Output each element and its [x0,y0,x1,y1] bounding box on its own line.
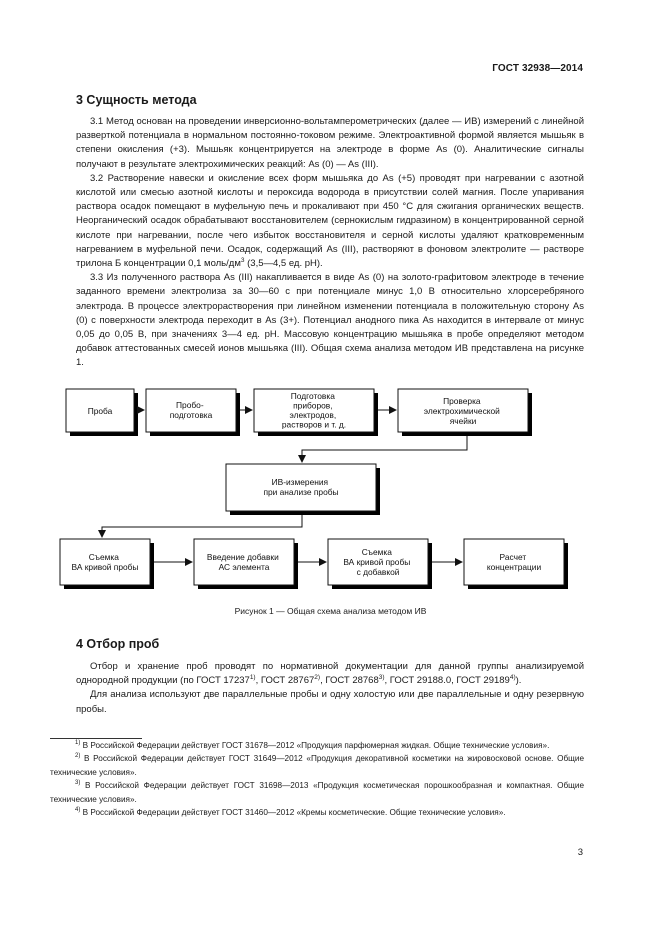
arrow-check-to-measure [302,436,467,462]
paragraph-4-1 [76,660,584,688]
standard-number: ГОСТ 32938—2014 [492,63,583,74]
footnote-mark: 1) [75,740,81,746]
p4-1-part-b: , ГОСТ 28767 [255,675,315,687]
section-4-body [76,660,584,717]
footnote [50,779,584,806]
paragraph-3-2 [76,172,584,271]
cubic-superscript: 3 [240,257,245,265]
paragraph-3-2-main: 3.2 Растворение навески и окисление всех форм мышьяка до As (+5) проводят при нагревании с азотной кислотой или смесью азотной кислоты и пероксида водорода в присутствии солей магния. После упаривания раствора осадок помещают в муфельную печь и прокаливают при 450 °С для сжигания органических веществ. Неорганический осадок обрабатывают восстановителем (сернокислым гидразином) в концентрированной серной кислоте при нагревании, после чего избыток восстановителя и серной кислоты удаляют кратковременным нагреванием в муфельной печи. Осадок, содержащий As (III), растворяют в фоновом электролите — растворе трилона Б концентрации 0,1 моль/дм [76,172,584,270]
p4-1-part-d: , ГОСТ 29188.0, ГОСТ 29189 [384,675,510,687]
footnotes [50,739,584,819]
footnote-text: В Российской Федерации действует ГОСТ 31698—2013 «Продукция косметическая порошкообразная и компактная. Общие технические условия». [50,781,584,804]
footnote [50,739,584,752]
label-concentration-calc: Расчет концентрации [486,552,542,572]
label-sample-prep: Пробо- подготовка [169,400,213,420]
footnote-text: В Российской Федерации действует ГОСТ 31678—2012 «Продукция парфюмерная жидкая. Общие технические условия». [80,741,550,750]
footnote-mark: 4) [75,807,81,814]
footnote-ref-3: 3) [378,674,385,682]
label-instrument-prep: Подготовка приборов, электродов, растворов и т. д. [281,391,347,430]
section-4-title: 4 Отбор проб [76,637,160,651]
label-add-standard: Введение добавки АС элемента [206,552,279,572]
footnote-ref-1: 1) [249,674,256,682]
p4-1-part-c: , ГОСТ 28768 [320,675,379,687]
arrow-measure-to-curve [102,515,302,537]
footnote [50,806,584,819]
page-number: 3 [577,847,583,858]
section-3-title: 3 Сущность метода [76,93,197,107]
p4-1-part-a: Отбор и хранение проб проводят по нормативной документации для данной группы анализируемой однородной продукции (по ГОСТ 17237 [76,661,584,687]
footnote-ref-4: 4) [509,674,516,682]
label-sample-curve: Съемка ВА кривой пробы [71,552,139,572]
footnote-text: В Российской Федерации действует ГОСТ 31460—2012 «Кремы косметические. Общие технические условия». [80,808,506,818]
footnote-mark: 3) [75,780,81,787]
label-curve-with-addition: Съемка ВА кривой пробы с добавкой [343,547,411,577]
p4-1-part-e: ). [515,675,522,687]
figure-caption: Рисунок 1 — Общая схема анализа методом ИВ [234,606,427,616]
footnote-mark: 2) [75,753,81,760]
paragraph-3-2-tail: (3,5—4,5 ед. рН). [244,258,323,270]
footnote-ref-2: 2) [314,674,321,682]
label-iv-measurement: ИВ-измерения при анализе пробы [263,477,339,497]
footnote-text: В Российской Федерации действует ГОСТ 31649—2012 «Продукция декоративной косметики на жировосковой основе. Общие технические условия». [50,754,584,777]
footnote [50,752,584,779]
label-cell-check: Проверка электрохимической ячейки [423,396,500,426]
paragraph-4-2: Для анализа используют две параллельные пробы и одну холостую или две параллельные и одну резервную пробы. [76,689,584,715]
paragraph-3-1: 3.1 Метод основан на проведении инверсионно-вольтамперометрических (далее — ИВ) измерений с линейной разверткой потенциала в нормальном постоянно-токовом режиме. Электроактивной формой является мышьяк в степени окисления (+3). Мышьяк концентрируется на электроде в форме As (0). Аналитические сигналы получают в результате электрохимических реакций: As (0) — As (III). [76,116,584,170]
analysis-flow-diagram [40,380,620,600]
label-sample: Проба [87,406,113,416]
section-3-body [76,115,584,371]
paragraph-3-3: 3.3 Из полученного раствора As (III) накапливается в виде As (0) на золото-графитовом электроде в течение заданного времени электролиза за 30—60 с при потенциале минус 1,0 В относительно хлорсеребряного электрода. В процессе электрорастворения при линейном изменении потенциала в положительную сторону As (0) с поверхности электрода переходит в As (3+). Потенциал анодного пика As находится в интервале от минус 0,05 до 0,05 В, при значениях 3—4 ед. рН. Массовую концентрацию мышьяка в пробе определяют методом добавок аттестованных смесей ионов мышьяка (III). Общая схема анализа методом ИВ представлена на рисунке 1. [76,272,584,369]
